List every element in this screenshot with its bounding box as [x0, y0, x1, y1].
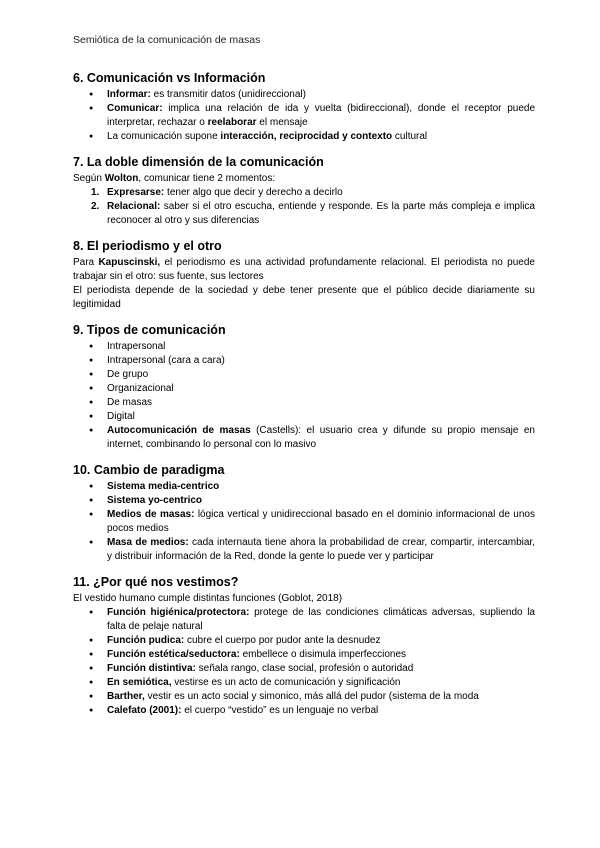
list-item — [73, 662, 535, 676]
list-item — [73, 634, 535, 648]
bold-text: Sistema media-centrico — [107, 481, 220, 492]
list-item — [73, 648, 535, 662]
list-item — [73, 354, 535, 368]
bold-text: reelaborar — [207, 117, 257, 128]
list-item — [73, 368, 535, 382]
item-number: 2. — [91, 201, 100, 212]
bold-text: Sistema yo-centrico — [107, 495, 203, 506]
list-item — [73, 382, 535, 396]
text-run: señala rango, clase social, profesión o autoridad — [195, 663, 414, 674]
section-title: 6. Comunicación vs Información — [73, 71, 266, 85]
text-run: Intrapersonal — [107, 341, 166, 352]
section-title: 11. ¿Por qué nos vestimos? — [73, 575, 239, 589]
section — [73, 462, 535, 564]
section-title: 9. Tipos de comunicación — [73, 323, 226, 337]
text-run: vestir es un acto social y simonico, más allá del pudor (sistema de la moda — [144, 691, 479, 702]
bold-text: Función pudica: — [107, 635, 185, 646]
text-run: el cuerpo “vestido” es un lenguaje no verbal — [181, 705, 379, 716]
text-run: De masas — [107, 397, 153, 408]
list-item — [73, 424, 535, 452]
section-title: 8. El periodismo y el otro — [73, 239, 222, 253]
text-run: implica una relación de ida y vuelta (bidireccional), donde el receptor puede interpretar, rechazar o — [107, 103, 535, 128]
list-item — [73, 508, 535, 536]
text-run: cada internauta tiene ahora la probabilidad de crear, compartir, intercambiar, y distribuir información de la Red, donde la gente lo puede ver y participar — [107, 537, 535, 562]
bold-text: Función estética/seductora: — [107, 649, 240, 660]
bold-text: Informar: — [107, 89, 151, 100]
bold-text: interacción, reciprocidad y contexto — [220, 131, 393, 142]
bold-text: Calefato (2001): — [107, 705, 182, 716]
text-run: saber si el otro escucha, entiende y responde. Es la parte más compleja e implica reconocer al otro y sus diferencias — [107, 201, 535, 226]
section — [73, 322, 535, 452]
text-run: embellece o disimula imperfecciones — [239, 649, 406, 660]
bold-text: Autocomunicación de masas — [107, 425, 251, 436]
bold-text: Comunicar: — [107, 103, 163, 114]
page-header: Semiótica de la comunicación de masas — [73, 34, 261, 46]
bullet-list — [73, 88, 535, 144]
text-run: Intrapersonal (cara a cara) — [107, 355, 225, 366]
text-run: La comunicación supone — [107, 131, 221, 142]
text-run: (Castells): el usuario crea y difunde su propio mensaje en internet, combinando lo personal con lo masivo — [107, 425, 535, 450]
text-run: Para — [73, 257, 99, 268]
bold-text: Expresarse: — [107, 187, 165, 198]
intro-paragraph — [73, 172, 535, 186]
list-item — [73, 480, 535, 494]
text-run: cubre el cuerpo por pudor ante la desnudez — [184, 635, 381, 646]
bold-text: Relacional: — [107, 201, 161, 212]
numbered-list — [73, 186, 535, 228]
section-title: 7. La doble dimensión de la comunicación — [73, 155, 324, 169]
bullet-list — [73, 606, 535, 718]
text-run: Organizacional — [107, 383, 174, 394]
text-run: el periodismo es una actividad profundamente relacional. El periodista no puede trabajar sin el otro: sus fuente, sus lectores — [73, 257, 535, 282]
text-run: vestirse es un acto de comunicación y significación — [171, 677, 401, 688]
item-number: 1. — [91, 187, 100, 198]
document-body — [73, 70, 535, 718]
bold-text: Función higiénica/protectora: — [107, 607, 250, 618]
text-run: tener algo que decir y derecho a decirlo — [164, 187, 343, 198]
intro-paragraph — [73, 592, 535, 606]
list-item — [73, 102, 535, 130]
list-item — [73, 88, 535, 102]
section — [73, 70, 535, 144]
list-item — [73, 396, 535, 410]
bold-text: Masa de medios: — [107, 537, 189, 548]
text-run: Según — [73, 173, 105, 184]
paragraph — [73, 256, 535, 284]
bullet-list — [73, 480, 535, 564]
text-run: cultural — [392, 131, 428, 142]
numbered-item — [73, 200, 535, 228]
section-title: 10. Cambio de paradigma — [73, 463, 225, 477]
text-run: es transmitir datos (unidireccional) — [150, 89, 306, 100]
bold-text: Medios de masas: — [107, 509, 195, 520]
text-run: lógica vertical y unidireccional basado en el dominio informacional de unos pocos medios — [107, 509, 535, 534]
text-run: , comunicar tiene 2 momentos: — [138, 173, 276, 184]
bold-text: Wolton — [104, 173, 139, 184]
list-item — [73, 130, 535, 144]
section — [73, 154, 535, 228]
section — [73, 238, 535, 312]
text-run: el mensaje — [256, 117, 308, 128]
bullet-list — [73, 340, 535, 452]
text-run: El periodista depende de la sociedad y debe tener presente que el público decide diariamente su legitimidad — [73, 285, 535, 310]
text-run: El vestido humano cumple distintas funciones (Goblot, 2018) — [73, 593, 343, 604]
numbered-item — [73, 186, 535, 200]
list-item — [73, 690, 535, 704]
list-item — [73, 494, 535, 508]
text-run: protege de las condiciones climáticas adversas, supliendo la falta de pelaje natural — [107, 607, 535, 632]
list-item — [73, 704, 535, 718]
bold-text: Barther, — [107, 691, 145, 702]
list-item — [73, 340, 535, 354]
section — [73, 574, 535, 718]
list-item — [73, 410, 535, 424]
list-item — [73, 606, 535, 634]
list-item — [73, 536, 535, 564]
bold-text: Función distintiva: — [107, 663, 196, 674]
bold-text: En semiótica, — [107, 677, 172, 688]
paragraph — [73, 284, 535, 312]
list-item — [73, 676, 535, 690]
text-run: Digital — [107, 411, 135, 422]
text-run: De grupo — [107, 369, 149, 380]
bold-text: Kapuscinski, — [98, 257, 161, 268]
